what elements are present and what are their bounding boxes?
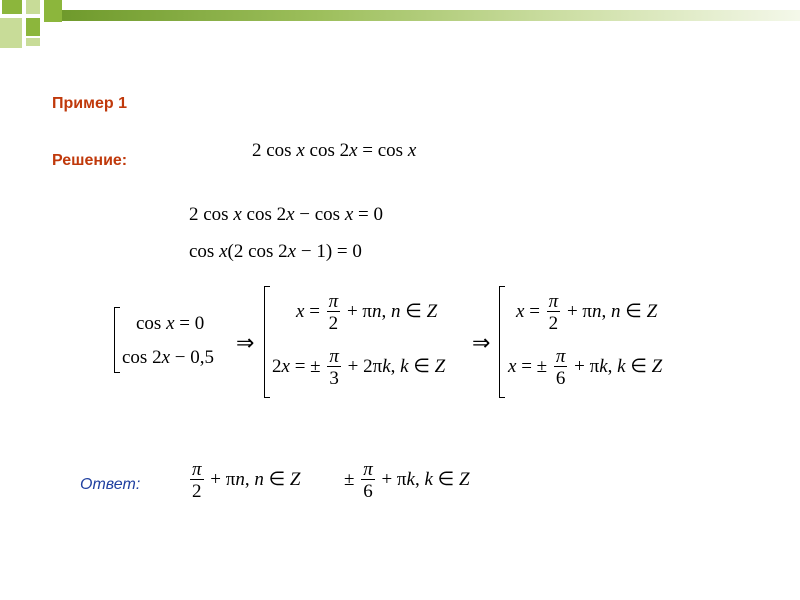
fraction: $\frac{\pi}{6}$ xyxy=(555,346,566,389)
fraction: $\frac{\pi}{2}$ xyxy=(328,291,339,334)
system-bracket-3 xyxy=(499,286,505,398)
answer-part-1: $\frac{\pi}{2}$ + πn, n ∈ Z xyxy=(192,459,301,502)
system-bracket-1 xyxy=(114,307,120,373)
step-equation-1: 2 cos x cos 2x − cos x = 0 xyxy=(189,204,383,225)
answer-label: Ответ: xyxy=(80,476,141,493)
decor-square-4 xyxy=(0,18,22,48)
step-equation-2: cos x(2 cos 2x − 1) = 0 xyxy=(189,241,362,262)
fraction: $\frac{\pi}{6}$ xyxy=(363,459,373,502)
fraction: $\frac{\pi}{2}$ xyxy=(548,291,559,334)
system-3-row-1: x = $\frac{\pi}{2}$ + πn, n ∈ Z xyxy=(516,291,658,334)
fraction: $\frac{\pi}{2}$ xyxy=(192,459,202,502)
decor-square-2 xyxy=(26,0,40,14)
system-2-row-1: x = $\frac{\pi}{2}$ + πn, n ∈ Z xyxy=(296,291,438,334)
system-1-row-2: cos 2x − 0,5 xyxy=(122,347,214,368)
decor-square-3 xyxy=(44,0,62,22)
answer-part-2: ± $\frac{\pi}{6}$ + πk, k ∈ Z xyxy=(344,459,470,502)
system-2-row-2: 2x = ± $\frac{\pi}{3}$ + 2πk, k ∈ Z xyxy=(272,346,446,389)
decor-square-5 xyxy=(26,18,40,36)
solution-label: Решение: xyxy=(52,152,128,169)
system-1-row-1: cos x = 0 xyxy=(136,313,205,334)
fraction: $\frac{\pi}{3}$ xyxy=(329,346,339,389)
decor-square-6 xyxy=(26,38,40,46)
task-equation: 2 cos x cos 2x = cos x xyxy=(252,140,417,161)
implies-arrow-1: ⇒ xyxy=(236,330,255,355)
decor-square-1 xyxy=(2,0,22,14)
system-bracket-2 xyxy=(264,286,270,398)
system-3-row-2: x = ± $\frac{\pi}{6}$ + πk, k ∈ Z xyxy=(508,346,663,389)
title-bar-gradient xyxy=(62,10,800,21)
implies-arrow-2: ⇒ xyxy=(472,330,491,355)
example-heading: Пример 1 xyxy=(52,95,127,112)
